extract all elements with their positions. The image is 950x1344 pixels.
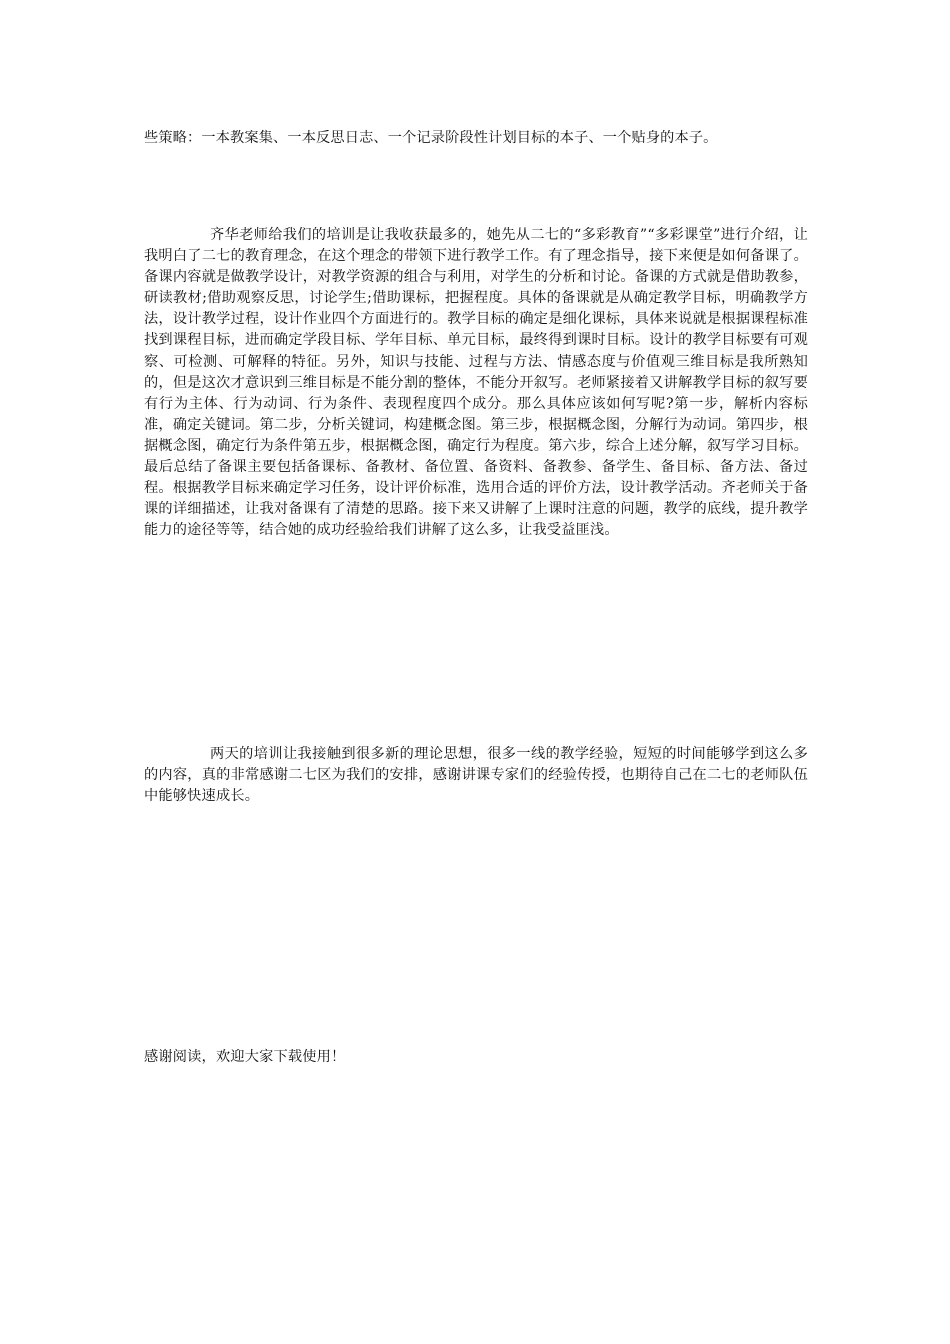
paragraph-strategies: 些策略：一本教案集、一本反思日志、一个记录阶段性计划目标的本子、一个贴身的本子。 xyxy=(144,130,718,146)
paragraph-lesson-preparation: 齐华老师给我们的培训是让我收获最多的，她先从二七的“多彩教育”“多彩课堂”进行介绍，让我明白了二七的教育理念，在这个理念的带领下进行教学工作。有了理念指导，接下来便是如何备课了。备课内容就是做教学设计，对教学资源的组合与利用，对学生的分析和讨论。备课的方式就是借助教参，研读教材;借助观察反思，讨论学生;借助课标，把握程度。具体的备课就是从确定教学目标，明确教学方法，设计教学过程，设计作业四个方面进行的。教学目标的确定是细化课标，具体来说就是根据课程标准找到课程目标，进而确定学段目标、学年目标、单元目标，最终得到课时目标。设计的教学目标要有可观察、可检测、可解释的特征。另外，知识与技能、过程与方法、情感态度与价值观三维目标是我所熟知的，但是这次才意识到三维目标是不能分割的整体，不能分开叙写。老师紧接着又讲解教学目标的叙写要有行为主体、行为动词、行为条件、表现程度四个成分。那么具体应该如何写呢?第一步，解析内容标准，确定关键词。第二步，分析关键词，构建概念图。第三步，根据概念图，分解行为动词。第四步，根据概念图，确定行为条件第五步，根据概念图，确定行为程度。第六步，综合上述分解，叙写学习目标。最后总结了备课主要包括备课标、备教材、备位置、备资料、备教参、备学生、备目标、备方法、备过程。根据教学目标来确定学习任务，设计评价标准，选用合适的评价方法，设计教学活动。齐老师关于备课的详细描述，让我对备课有了清楚的思路。接下来又讲解了上课时注意的问题，教学的底线，提升教学能力的途径等等，结合她的成功经验给我们讲解了这么多，让我受益匪浅。 xyxy=(144,227,808,539)
paragraph-training-summary: 两天的培训让我接触到很多新的理论思想，很多一线的教学经验，短短的时间能够学到这么多的内容，真的非常感谢二七区为我们的安排，感谢讲课专家们的经验传授，也期待自己在二七的老师队伍中能够快速成长。 xyxy=(144,746,808,805)
paragraph-closing-thanks: 感谢阅读，欢迎大家下载使用！ xyxy=(144,1049,346,1065)
